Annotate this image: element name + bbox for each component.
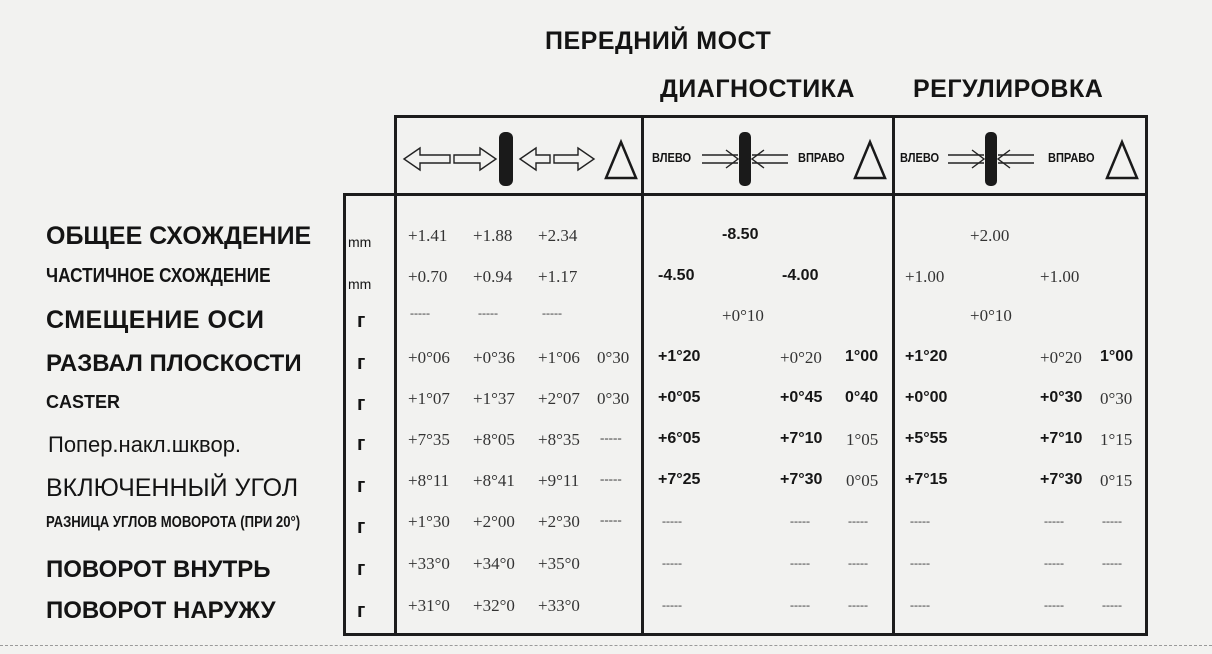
spec-min: ----- xyxy=(410,306,430,320)
spec-max: +33°0 xyxy=(538,596,580,615)
row-label-caster: CASTER xyxy=(46,392,121,412)
diag-delta: ----- xyxy=(848,514,868,528)
spec-max: +2°07 xyxy=(538,389,580,408)
spec-max: +1.17 xyxy=(538,267,578,286)
spec-nominal: +1°37 xyxy=(473,389,515,408)
row-label-turn-inward: ПОВОРОТ ВНУТРЬ xyxy=(46,556,271,583)
adj-delta: 1°15 xyxy=(1100,430,1133,449)
adjustment-title: РЕГУЛИРОВКА xyxy=(913,75,1104,103)
row-label-kingpin-inclination: Попер.накл.шквор. xyxy=(48,432,242,457)
adj-delta: 0°30 xyxy=(1100,389,1133,408)
unit-cell: г xyxy=(357,516,366,538)
adj-delta: 0°15 xyxy=(1100,471,1133,490)
spec-max: +9°11 xyxy=(538,471,580,490)
spec-tolerance: 0°30 xyxy=(597,389,630,408)
adj-delta: ----- xyxy=(1102,514,1122,528)
diag-total: -8.50 xyxy=(722,226,759,243)
spec-min: +1°07 xyxy=(408,389,450,408)
diag-left-value: ----- xyxy=(662,514,682,528)
row-label-total-toe: ОБЩЕЕ СХОЖДЕНИЕ xyxy=(46,222,312,250)
spec-min: +0.70 xyxy=(408,267,448,286)
adj-left-value: +7°15 xyxy=(905,471,948,488)
adj-left-value: ----- xyxy=(910,598,930,612)
spec-max: +35°0 xyxy=(538,554,580,573)
spec-tolerance: 0°30 xyxy=(597,348,630,367)
adj-left-label: ВЛЕВО xyxy=(900,150,940,165)
diag-delta: 1°05 xyxy=(846,430,879,449)
adj-right-value: ----- xyxy=(1044,514,1064,528)
adj-left-value: ----- xyxy=(910,514,930,528)
diag-right-label: ВПРАВО xyxy=(798,150,845,165)
unit-cell: г xyxy=(357,352,366,374)
diag-left-value: +6°05 xyxy=(658,430,701,447)
row-label-included-angle: ВКЛЮЧЕННЫЙ УГОЛ xyxy=(46,474,299,502)
unit-cell: mm xyxy=(348,234,372,250)
unit-cell: mm xyxy=(348,276,372,292)
diag-left-value: +1°20 xyxy=(658,348,701,365)
diag-right-value: +7°10 xyxy=(780,430,823,447)
adj-left-value: ----- xyxy=(910,556,930,570)
spec-min: +33°0 xyxy=(408,554,450,573)
spec-max: +1°06 xyxy=(538,348,580,367)
diag-right-value: ----- xyxy=(790,598,810,612)
adj-delta: 1°00 xyxy=(1100,348,1134,365)
spec-tolerance: ----- xyxy=(600,512,622,527)
spec-max: +2°30 xyxy=(538,512,580,531)
diag-delta: 1°00 xyxy=(845,348,879,365)
spec-min: +1°30 xyxy=(408,512,450,531)
spec-nominal: +8°41 xyxy=(473,471,515,490)
tear-line-divider xyxy=(0,645,1212,646)
diag-right-value: ----- xyxy=(790,514,810,528)
diagnostics-title: ДИАГНОСТИКА xyxy=(660,75,855,103)
diag-right-value: ----- xyxy=(790,556,810,570)
spec-nominal: +34°0 xyxy=(473,554,515,573)
adj-left-value: +1.00 xyxy=(905,267,945,286)
diag-total: +0°10 xyxy=(722,306,764,325)
diag-delta: 0°05 xyxy=(846,471,879,490)
diag-delta: 0°40 xyxy=(845,389,879,406)
row-label-axle-offset: СМЕЩЕНИЕ ОСИ xyxy=(46,306,265,334)
spec-max: ----- xyxy=(542,306,562,320)
spec-min: +1.41 xyxy=(408,226,448,245)
adj-left-value: +0°00 xyxy=(905,389,948,406)
wheel-toe-diagram-icon xyxy=(400,128,638,188)
diag-left-value: +7°25 xyxy=(658,471,701,488)
adj-left-value: +5°55 xyxy=(905,430,948,447)
unit-cell: г xyxy=(357,558,366,580)
wheel-camber-icon xyxy=(700,130,790,188)
adj-left-value: +1°20 xyxy=(905,348,948,365)
unit-cell: г xyxy=(357,310,366,332)
adj-right-value: +0°20 xyxy=(1040,348,1082,367)
spec-min: +8°11 xyxy=(408,471,450,490)
row-label-turn-outward: ПОВОРОТ НАРУЖУ xyxy=(46,597,276,624)
spec-max: +2.34 xyxy=(538,226,578,245)
spec-tolerance: ----- xyxy=(600,430,622,445)
row-label-turn-angle-diff: РАЗНИЦА УГЛОВ МОВОРОТА (ПРИ 20°) xyxy=(46,514,301,531)
adj-total: +0°10 xyxy=(970,306,1012,325)
spec-nominal: +0.94 xyxy=(473,267,513,286)
spec-nominal: ----- xyxy=(478,306,498,320)
delta-icon xyxy=(1104,136,1140,182)
diag-delta: ----- xyxy=(848,556,868,570)
diag-left-value: ----- xyxy=(662,598,682,612)
spec-nominal: +0°36 xyxy=(473,348,515,367)
unit-cell: г xyxy=(357,600,366,622)
unit-cell: г xyxy=(357,433,366,455)
adj-delta: ----- xyxy=(1102,556,1122,570)
section-title: ПЕРЕДНИЙ МОСТ xyxy=(545,27,772,55)
spec-max: +8°35 xyxy=(538,430,580,449)
spec-nominal: +32°0 xyxy=(473,596,515,615)
spec-nominal: +1.88 xyxy=(473,226,513,245)
adj-right-value: +0°30 xyxy=(1040,389,1083,406)
diag-left-label: ВЛЕВО xyxy=(652,150,692,165)
row-label-camber: РАЗВАЛ ПЛОСКОСТИ xyxy=(46,350,302,377)
diag-right-value: -4.00 xyxy=(782,267,819,284)
delta-icon xyxy=(852,136,888,182)
diag-left-value: -4.50 xyxy=(658,267,695,284)
diag-right-value: +0°20 xyxy=(780,348,822,367)
adj-total: +2.00 xyxy=(970,226,1010,245)
spec-min: +31°0 xyxy=(408,596,450,615)
diag-delta: ----- xyxy=(848,598,868,612)
row-label-partial-toe: ЧАСТИЧНОЕ СХОЖДЕНИЕ xyxy=(46,265,271,287)
spec-nominal: +8°05 xyxy=(473,430,515,449)
diag-right-value: +0°45 xyxy=(780,389,823,406)
wheel-camber-icon xyxy=(946,130,1036,188)
unit-cell: г xyxy=(357,393,366,415)
adj-right-value: +1.00 xyxy=(1040,267,1080,286)
diag-left-value: +0°05 xyxy=(658,389,701,406)
diag-left-value: ----- xyxy=(662,556,682,570)
adj-right-value: ----- xyxy=(1044,598,1064,612)
spec-min: +0°06 xyxy=(408,348,450,367)
adj-right-value: ----- xyxy=(1044,556,1064,570)
adj-right-label: ВПРАВО xyxy=(1048,150,1095,165)
adj-right-value: +7°30 xyxy=(1040,471,1083,488)
adj-right-value: +7°10 xyxy=(1040,430,1083,447)
diag-right-value: +7°30 xyxy=(780,471,823,488)
spec-nominal: +2°00 xyxy=(473,512,515,531)
unit-cell: г xyxy=(357,475,366,497)
adj-delta: ----- xyxy=(1102,598,1122,612)
spec-tolerance: ----- xyxy=(600,471,622,486)
spec-min: +7°35 xyxy=(408,430,450,449)
